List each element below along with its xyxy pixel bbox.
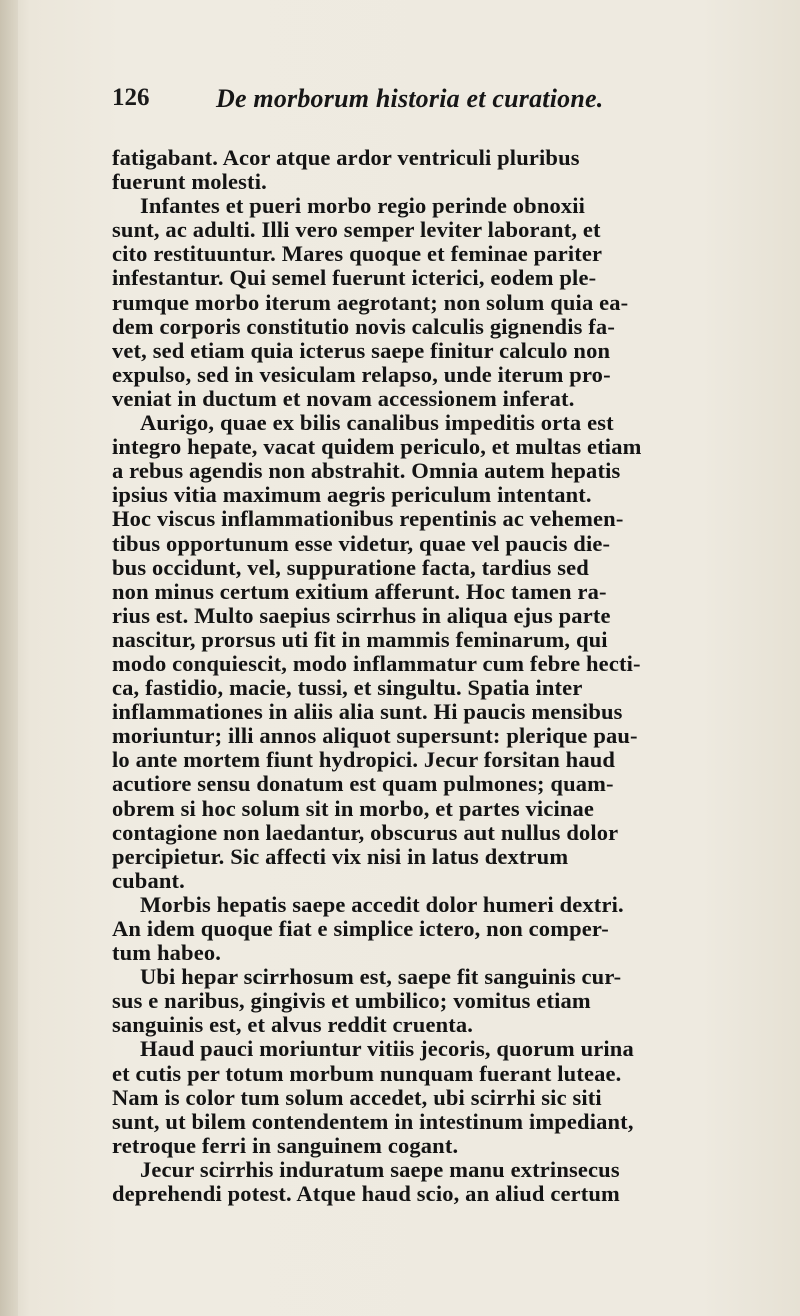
page-gutter (0, 0, 18, 1316)
text-line: Aurigo, quae ex bilis canalibus impeditis orta est (140, 410, 614, 436)
text-line: sanguinis est, et alvus reddit cruenta. (112, 1012, 474, 1038)
text-line: cubant. (112, 867, 185, 893)
text-line: veniat in ductum et novam accessionem inferat. (112, 385, 575, 411)
body-text (112, 146, 742, 1206)
text-line: moriuntur; illi annos aliquot supersunt: plerique pau- (112, 723, 638, 749)
running-title: De morborum historia et curatione. (216, 84, 604, 113)
text-line: tum habeo. (112, 940, 222, 966)
text-line: Haud pauci moriuntur vitiis jecoris, quorum urina (140, 1036, 634, 1062)
text-line: deprehendi potest. Atque haud scio, an aliud certum (112, 1181, 620, 1207)
text-line: contagione non laedantur, obscurus aut nullus dolor (112, 819, 619, 845)
text-line: a rebus agendis non abstrahit. Omnia autem hepatis (112, 458, 621, 484)
text-line: ca, fastidio, macie, tussi, et singultu. Spatia inter (112, 675, 583, 701)
text-line: Ubi hepar scirrhosum est, saepe fit sanguinis cur- (140, 964, 622, 990)
text-line: vet, sed etiam quia icterus saepe finitur calculo non (112, 337, 611, 363)
text-line: retroque ferri in sanguinem cogant. (112, 1132, 459, 1158)
text-line: modo conquiescit, modo inflammatur cum febre hecti- (112, 650, 641, 676)
text-line: bus occidunt, vel, suppuratione facta, tardius sed (112, 554, 589, 580)
text-line: expulso, sed in vesiculam relapso, unde iterum pro- (112, 361, 611, 387)
text-line: tibus opportunum esse videtur, quae vel paucis die- (112, 530, 611, 556)
text-line: rumque morbo iterum aegrotant; non solum quia ea- (112, 289, 629, 315)
text-line: percipietur. Sic affecti vix nisi in latus dextrum (112, 843, 569, 869)
text-line: ipsius vitia maximum aegris periculum intentant. (112, 482, 592, 508)
text-line: Nam is color tum solum accedet, ubi scirrhi sic siti (112, 1084, 602, 1110)
text-line: sunt, ut bilem contendentem in intestinum impediant, (112, 1108, 634, 1134)
text-line: fuerunt molesti. (112, 169, 267, 195)
text-line: et cutis per totum morbum nunquam fuerant luteae. (112, 1060, 622, 1086)
text-line: Morbis hepatis saepe accedit dolor humeri dextri. (140, 891, 624, 917)
text-line: rius est. Multo saepius scirrhus in aliqua ejus parte (112, 602, 611, 628)
text-line: inflammationes in aliis alia sunt. Hi paucis mensibus (112, 699, 623, 725)
text-line: nascitur, prorsus uti fit in mammis feminarum, qui (112, 626, 608, 652)
text-line: dem corporis constitutio novis calculis gignendis fa- (112, 313, 615, 339)
text-line: Jecur scirrhis induratum saepe manu extrinsecus (140, 1156, 620, 1182)
text-line: An idem quoque fiat e simplice ictero, non comper- (112, 916, 609, 941)
text-line: sus e naribus, gingivis et umbilico; vomitus etiam (112, 988, 591, 1014)
page-number: 126 (112, 84, 150, 111)
text-line: fatigabant. Acor atque ardor ventriculi pluribus (112, 145, 580, 170)
text-line: acutiore sensu donatum est quam pulmones; quam- (112, 771, 614, 797)
page-header (112, 84, 732, 120)
text-line: sunt, ac adulti. Illi vero semper leviter laborant, et (112, 217, 601, 243)
text-line: lo ante mortem fiunt hydropici. Jecur forsitan haud (112, 747, 616, 773)
text-line: obrem si hoc solum sit in morbo, et partes vicinae (112, 795, 595, 821)
text-line: Hoc viscus inflammationibus repentinis ac vehemen- (112, 506, 624, 532)
text-line: cito restituuntur. Mares quoque et feminae pariter (112, 241, 603, 267)
text-line: infestantur. Qui semel fuerunt icterici, eodem ple- (112, 265, 597, 291)
text-line: Infantes et pueri morbo regio perinde obnoxii (140, 193, 586, 219)
text-line: non minus certum exitium afferunt. Hoc tamen ra- (112, 578, 607, 604)
text-line: integro hepate, vacat quidem periculo, et multas etiam (112, 434, 642, 460)
